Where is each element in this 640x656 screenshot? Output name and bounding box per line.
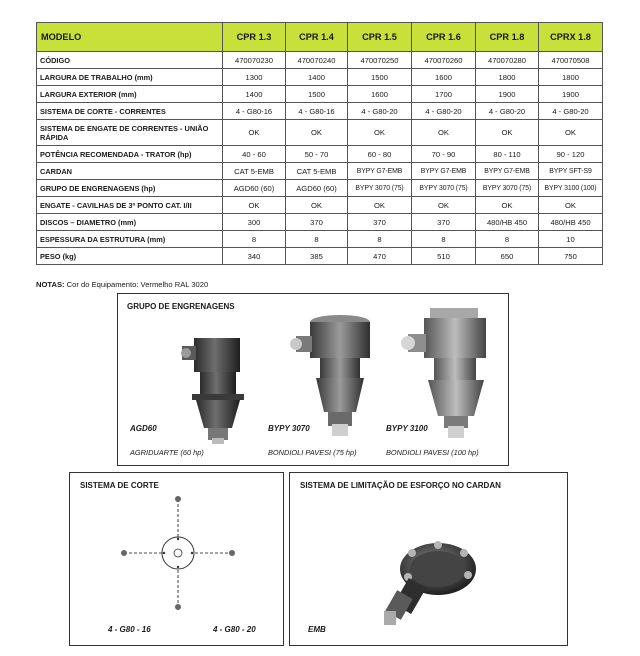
table-cell: 510 [412, 248, 476, 265]
row-label: ENGATE - CAVILHAS DE 3º PONTO CAT. I/II [37, 197, 223, 214]
table-cell: AGD60 (60) [286, 180, 348, 197]
table-cell: 60 - 80 [348, 146, 412, 163]
table-cell: 8 [348, 231, 412, 248]
table-cell: 750 [539, 248, 603, 265]
table-row [37, 180, 603, 197]
table-cell: 1700 [412, 86, 476, 103]
table-cell: OK [412, 197, 476, 214]
table-cell: 470070260 [412, 52, 476, 69]
table-cell: 8 [412, 231, 476, 248]
notes-text: Cor do Equipamento: Vermelho RAL 3020 [66, 280, 209, 289]
table-cell: 1500 [348, 69, 412, 86]
table-row [37, 248, 603, 265]
table-cell: BYPY 3100 (100) [539, 180, 603, 197]
table-cell: 1900 [539, 86, 603, 103]
table-cell: CAT 5-EMB [223, 163, 286, 180]
table-cell: 1600 [412, 69, 476, 86]
table-cell: OK [286, 120, 348, 146]
notes-label: NOTAS: [36, 280, 65, 289]
table-cell: 4 - G80-16 [223, 103, 286, 120]
agd60-maker-label: AGRIDUARTE (60 hp) [130, 448, 204, 457]
torque-limiter-image [382, 531, 478, 629]
bypy-3070-gearbox-image [290, 312, 376, 440]
table-row [37, 197, 603, 214]
table-cell: 8 [476, 231, 539, 248]
bypy-3070-model-label: BYPY 3070 [268, 424, 310, 433]
row-label: GRUPO DE ENGRENAGENS (hp) [37, 180, 223, 197]
row-label: ESPESSURA DA ESTRUTURA (mm) [37, 231, 223, 248]
torque-limiter-panel [289, 472, 568, 646]
header-cpr-1-4: CPR 1.4 [286, 23, 348, 52]
table-cell: AGD60 (60) [223, 180, 286, 197]
header-cprx-1-8: CPRX 1.8 [539, 23, 603, 52]
table-cell: 370 [286, 214, 348, 231]
row-label: DISCOS – DIAMETRO (mm) [37, 214, 223, 231]
row-label: PESO (kg) [37, 248, 223, 265]
table-cell: 385 [286, 248, 348, 265]
emb-panel-title: SISTEMA DE LIMITAÇÃO DE ESFORÇO NO CARDAN [300, 481, 501, 490]
bypy-3070-maker-label: BONDIOLI PAVESI (75 hp) [268, 448, 357, 457]
agd60-gearbox-image [180, 334, 260, 444]
table-cell: 90 - 120 [539, 146, 603, 163]
row-label: LARGURA EXTERIOR (mm) [37, 86, 223, 103]
table-cell: 70 - 90 [412, 146, 476, 163]
table-row [37, 120, 603, 146]
spec-table [36, 22, 603, 265]
header-model: MODELO [37, 23, 223, 52]
table-cell: 300 [223, 214, 286, 231]
table-cell: 40 - 60 [223, 146, 286, 163]
row-label: LARGURA DE TRABALHO (mm) [37, 69, 223, 86]
table-row [37, 231, 603, 248]
table-cell: OK [539, 197, 603, 214]
row-label: SISTEMA DE CORTE - CORRENTES [37, 103, 223, 120]
agd60-model-label: AGD60 [130, 424, 157, 433]
table-cell: 10 [539, 231, 603, 248]
table-cell: 4 - G80-20 [476, 103, 539, 120]
table-cell: BYPY 3070 (75) [412, 180, 476, 197]
table-row [37, 103, 603, 120]
table-row [37, 146, 603, 163]
table-cell: 1600 [348, 86, 412, 103]
bypy-3100-model-label: BYPY 3100 [386, 424, 428, 433]
table-cell: 1800 [539, 69, 603, 86]
row-label: POTÊNCIA RECOMENDADA - TRATOR (hp) [37, 146, 223, 163]
emb-label: EMB [308, 625, 326, 634]
bypy-3100-maker-label: BONDIOLI PAVESI (100 hp) [386, 448, 479, 457]
row-label: SISTEMA DE ENGATE DE CORRENTES - UNIÃO RÁPIDA [37, 120, 223, 146]
header-cpr-1-8: CPR 1.8 [476, 23, 539, 52]
table-cell: 80 - 110 [476, 146, 539, 163]
table-row [37, 86, 603, 103]
table-cell: OK [286, 197, 348, 214]
table-cell: 8 [223, 231, 286, 248]
table-cell: BYPY 3070 (75) [476, 180, 539, 197]
table-cell: CAT 5-EMB [286, 163, 348, 180]
table-cell: 470070280 [476, 52, 539, 69]
row-label: CARDAN [37, 163, 223, 180]
table-cell: 1900 [476, 86, 539, 103]
table-cell: 480/HB 450 [476, 214, 539, 231]
table-cell: BYPY SFT-S9 [539, 163, 603, 180]
table-row [37, 163, 603, 180]
table-cell: 650 [476, 248, 539, 265]
table-cell: 50 - 70 [286, 146, 348, 163]
table-cell: 470070508 [539, 52, 603, 69]
table-cell: 1300 [223, 69, 286, 86]
table-cell: OK [476, 120, 539, 146]
cut-right-label: 4 - G80 - 20 [213, 625, 256, 634]
table-row [37, 69, 603, 86]
table-cell: OK [539, 120, 603, 146]
table-cell: BYPY G7-EMB [412, 163, 476, 180]
header-cpr-1-6: CPR 1.6 [412, 23, 476, 52]
gear-panel-title: GRUPO DE ENGRENAGENS [127, 302, 235, 311]
bypy-3100-gearbox-image [400, 304, 498, 440]
table-cell: OK [223, 120, 286, 146]
table-cell: OK [348, 197, 412, 214]
table-cell: OK [223, 197, 286, 214]
table-cell: 470070230 [223, 52, 286, 69]
gear-group-panel [117, 293, 509, 466]
row-label: CÓDIGO [37, 52, 223, 69]
table-cell: OK [476, 197, 539, 214]
table-header-row [37, 23, 603, 52]
cut-panel-title: SISTEMA DE CORTE [80, 481, 159, 490]
cutting-system-panel [69, 472, 284, 646]
table-cell: BYPY 3070 (75) [348, 180, 412, 197]
chain-rotor-diagram [122, 495, 234, 611]
table-cell: 1800 [476, 69, 539, 86]
notes [36, 280, 208, 289]
header-cpr-1-3: CPR 1.3 [223, 23, 286, 52]
cut-left-label: 4 - G80 - 16 [108, 625, 151, 634]
table-cell: 4 - G80-20 [348, 103, 412, 120]
table-row [37, 52, 603, 69]
table-cell: OK [348, 120, 412, 146]
table-cell: 470 [348, 248, 412, 265]
table-cell: 1400 [223, 86, 286, 103]
table-cell: 4 - G80-20 [412, 103, 476, 120]
table-cell: 470070240 [286, 52, 348, 69]
table-cell: 1400 [286, 69, 348, 86]
table-cell: 480/HB 450 [539, 214, 603, 231]
table-cell: 8 [286, 231, 348, 248]
table-cell: BYPY G7-EMB [476, 163, 539, 180]
table-row [37, 214, 603, 231]
table-cell: 340 [223, 248, 286, 265]
table-cell: 1500 [286, 86, 348, 103]
header-cpr-1-5: CPR 1.5 [348, 23, 412, 52]
table-cell: 370 [348, 214, 412, 231]
table-cell: 470070250 [348, 52, 412, 69]
table-cell: 4 - G80-16 [286, 103, 348, 120]
table-cell: 370 [412, 214, 476, 231]
table-cell: BYPY G7-EMB [348, 163, 412, 180]
table-cell: 4 - G80-20 [539, 103, 603, 120]
table-cell: OK [412, 120, 476, 146]
